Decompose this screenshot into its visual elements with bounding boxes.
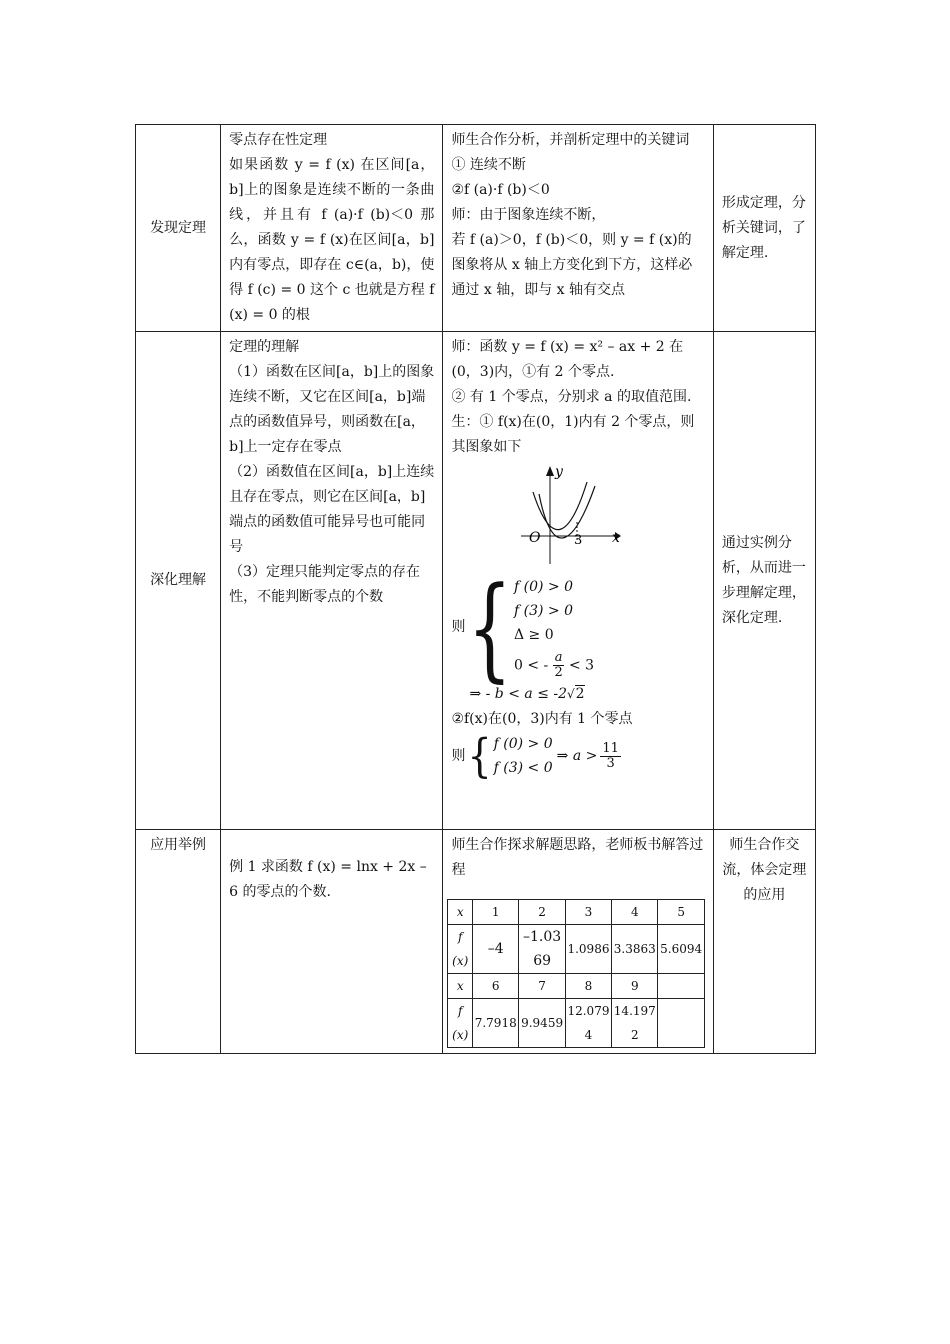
- activity-text: 师生合作分析，并剖析定理中的关键词: [451, 132, 690, 148]
- condition-line: f (3) < 0: [493, 760, 553, 776]
- table-row: [136, 830, 816, 1054]
- activity-cell: [443, 830, 713, 1054]
- understanding-point: （1）函数在区间[a，b]上的图象连续不断，又它在区间[a，b]端点的函数值异号，则函数在[a，b]上一定存在零点: [229, 364, 435, 455]
- table-row: f (x) 7.7918 9.9459 12.0794 14.1972: [448, 999, 704, 1048]
- theorem-body: 如果函数 y = f (x) 在区间[a，b]上的图象是连续不断的一条曲线，并且有 f (a)·f (b)＜0 那么，函数 y = f (x)在区间[a，b]内有零点，即存在 c∈(a，b)，使得 f (c) = 0 这个 c 也就是方程 f (x) = 0 的根: [229, 157, 435, 323]
- example-text: 例 1 求函数 f (x) = lnx + 2x – 6 的零点的个数.: [229, 859, 427, 900]
- x-axis-label: x: [612, 530, 621, 546]
- activity-cell: [443, 332, 713, 830]
- lesson-plan-table: [135, 124, 816, 1054]
- stage-cell: [136, 125, 221, 332]
- activity-cell: [443, 125, 713, 332]
- content-cell: [221, 332, 443, 830]
- stage-label: 发现定理: [150, 219, 207, 236]
- intent-cell: [713, 332, 815, 830]
- function-value-table: [447, 899, 704, 1048]
- condition-system-2: 则 { f (0) > 0 f (3) < 0 ⇒ a > $\frac{11}{3}$: [451, 729, 619, 783]
- result-line: ⇒ - b < a ≤ -2√2: [469, 686, 585, 702]
- table-row: x 1 2 3 4 5: [448, 900, 704, 925]
- condition-system-1: 则 { f (0) > 0 f (3) > 0 Δ ≥ 0 0 < - $\frac{a}{2}$ < 3: [451, 561, 595, 694]
- intent-text: 师生合作交流，体会定理的应用: [722, 837, 807, 903]
- content-cell: [221, 125, 443, 332]
- stage-label: 应用举例: [150, 837, 207, 853]
- intent-cell: [713, 125, 815, 332]
- condition-line: f (0) > 0: [493, 736, 553, 752]
- then-label: 则: [451, 619, 466, 635]
- activity-text: 若 f (a)＞0，f (b)＜0，则 y = f (x)的图象将从 x 轴上方变化到下方，这样必通过 x 轴，即与 x 轴有交点: [451, 232, 693, 298]
- result-line: ⇒ a >: [556, 747, 598, 764]
- activity-text: 生：① f(x)在(0，1)内有 2 个零点，则其图象如下: [451, 414, 695, 455]
- origin-label: O: [529, 530, 541, 546]
- parabola-graph: [511, 464, 621, 569]
- table-row: x 6 7 8 9: [448, 974, 704, 999]
- intent-cell: [713, 830, 815, 1054]
- stage-label: 深化理解: [150, 572, 207, 588]
- understanding-title: 定理的理解: [229, 339, 300, 355]
- tick-label: 3: [574, 533, 583, 548]
- condition-line: f (3) > 0: [513, 603, 573, 619]
- table-row: [136, 125, 816, 332]
- activity-text: 师生合作探求解题思路，老师板书解答过程: [451, 837, 704, 878]
- content-cell: [221, 830, 443, 1054]
- table-row: f (x) –4 –1.0369 1.0986 3.3863 5.6094: [448, 925, 704, 974]
- intent-text: 形成定理，分析关键词，了解定理.: [721, 194, 806, 261]
- y-axis-label: y: [555, 464, 564, 480]
- activity-text: ②f(x)在(0，3)内有 1 个零点: [451, 711, 633, 727]
- theorem-title: 零点存在性定理: [229, 132, 328, 148]
- activity-text: 师：函数 y = f (x) = x² – ax + 2 在(0，3)内，①有 2 个零点.: [451, 339, 684, 380]
- stage-cell: [136, 332, 221, 830]
- condition-line: f (0) > 0: [513, 579, 573, 595]
- keyword-item: ① 连续不断: [451, 157, 526, 173]
- keyword-item: ②f (a)·f (b)＜0: [451, 182, 550, 198]
- stage-cell: [136, 830, 221, 1054]
- table-row: [136, 332, 816, 830]
- condition-line: 0 < - $\frac{a}{2}$ < 3: [513, 650, 595, 680]
- activity-text: 师：由于图象连续不断，: [451, 207, 606, 223]
- condition-line: Δ ≥ 0: [513, 627, 554, 643]
- understanding-point: （3）定理只能判定零点的存在性，不能判断零点的个数: [229, 564, 421, 605]
- activity-text: ② 有 1 个零点，分别求 a 的取值范围.: [451, 389, 692, 405]
- understanding-point: （2）函数值在区间[a，b]上连续且存在零点，则它在区间[a，b]端点的函数值可能异号也可能同号: [229, 464, 435, 555]
- intent-text: 通过实例分析，从而进一步理解定理，深化定理.: [721, 534, 806, 626]
